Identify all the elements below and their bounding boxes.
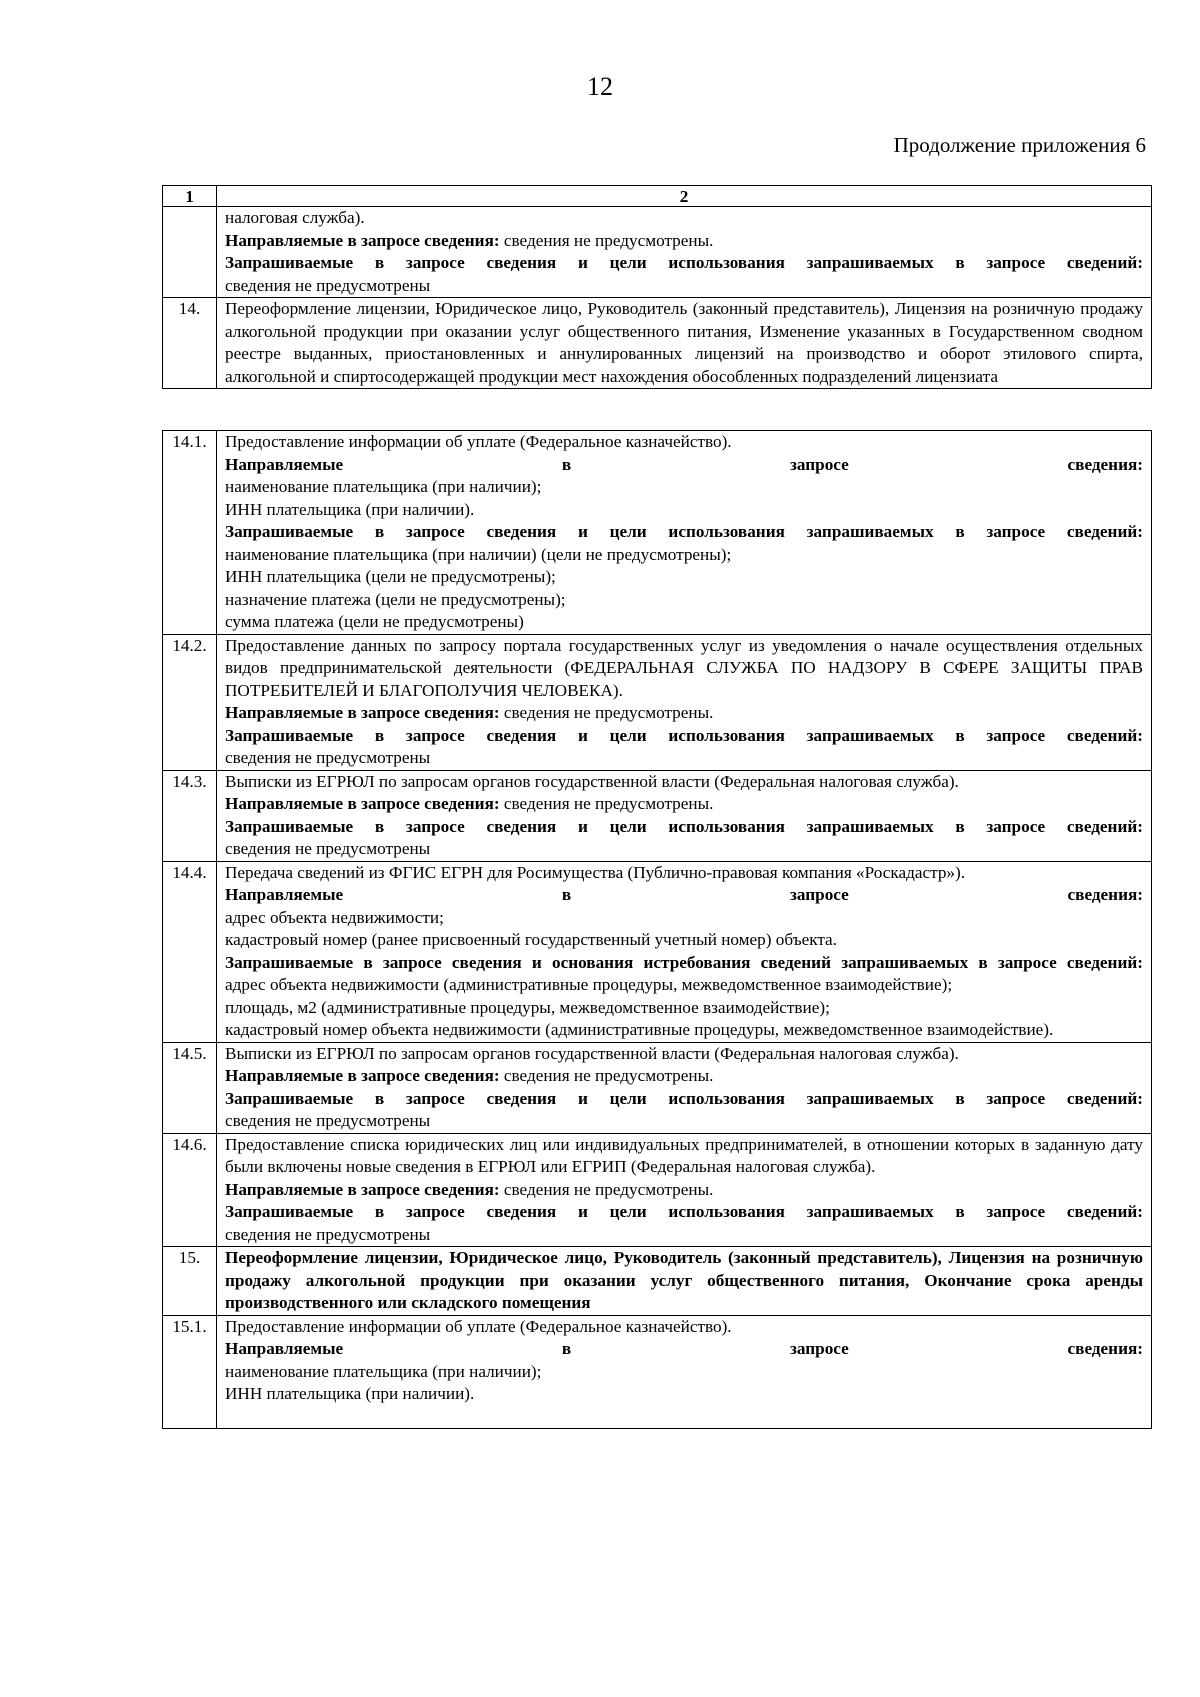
row-number: 15.: [163, 1247, 217, 1316]
content-line: [225, 1201, 1143, 1224]
line-text: Предоставление информации об уплате (Федеральное казначейство).: [225, 432, 732, 451]
row-bold-paragraph: Переоформление лицензии, Юридическое лицо, Руководитель (законный представитель), Лицензия на розничную продажу алкогольной продукции при оказании услуг общественного питания, Окончание срока аренды производственного или складского помещения: [225, 1248, 1143, 1312]
header-col-2: 2: [217, 186, 1152, 207]
content-line: [225, 862, 1143, 885]
row-paragraph: Предоставление списка юридических лиц или индивидуальных предпринимателей, в отношении которых в заданную дату были включены новые сведения в ЕГРЮЛ или ЕГРИП (Федеральная налоговая служба).: [225, 1134, 1143, 1176]
table-row: [163, 770, 1152, 861]
line-text: кадастровый номер (ранее присвоенный государственный учетный номер) объекта.: [225, 930, 837, 949]
bold-label: Направляемые в запросе сведения:: [225, 794, 500, 813]
row-content: [217, 1042, 1152, 1133]
row-content: [217, 1315, 1152, 1428]
content-line: [225, 1316, 1143, 1339]
content-line: [225, 1065, 1143, 1088]
content-line: [225, 1224, 1143, 1247]
line-text: кадастровый номер объекта недвижимости (административные процедуры, межведомственное взаимодействие).: [225, 1020, 1054, 1039]
line-text: адрес объекта недвижимости (административные процедуры, межведомственное взаимодействие);: [225, 975, 953, 994]
page-number: 12: [587, 72, 613, 101]
content-line: [225, 207, 1143, 230]
row-paragraph: Переоформление лицензии, Юридическое лицо, Руководитель (законный представитель), Лицензия на розничную продажу алкогольной продукции при оказании услуг общественного питания, Изменение указанных в Государственном сводном реестре выданных, приостановленных и аннулированных лицензий на производство и оборот этилового спирта, алкогольной и спиртосодержащей продукции мест нахождения обособленных подразделений лицензиата: [225, 299, 1143, 386]
bold-label: Запрашиваемые в запросе сведения и цели использования запрашиваемых в запросе сведений:: [225, 816, 1143, 836]
content-line: [225, 1110, 1143, 1133]
line-text: наименование плательщика (при наличии);: [225, 1361, 542, 1381]
line-text: сведения не предусмотрены: [225, 1224, 431, 1244]
header-col-1: 1: [163, 186, 217, 207]
content-line: [225, 952, 1143, 975]
line-text: сведения не предусмотрены.: [499, 230, 714, 250]
bold-label: Запрашиваемые в запросе сведения и цели использования запрашиваемых в запросе сведений:: [225, 253, 1143, 272]
table-row: [163, 1133, 1152, 1247]
content-line: [225, 454, 1143, 477]
continuation-label: Продолжение приложения 6: [893, 133, 1146, 157]
table-row: [163, 861, 1152, 1042]
row-number: 14.6.: [163, 1133, 217, 1247]
bold-label: Запрашиваемые в запросе сведения и цели использования запрашиваемых в запросе сведений:: [225, 522, 1143, 541]
content-line: [225, 1338, 1143, 1361]
row-content: [217, 1247, 1152, 1316]
content-line: [225, 884, 1143, 907]
content-line: [225, 929, 1143, 952]
content-line: [225, 771, 1143, 794]
content-line: [225, 974, 1143, 997]
content-line: [225, 702, 1143, 725]
bold-label: Направляемые в запросе сведения:: [225, 885, 1143, 904]
table-header-row: [163, 186, 1152, 207]
bold-label: Направляемые в запросе сведения:: [225, 230, 500, 250]
line-text: Предоставление информации об уплате (Федеральное казначейство).: [225, 1316, 732, 1336]
table-row: [163, 1247, 1152, 1316]
line-text: налоговая служба).: [225, 208, 365, 227]
table-top-body: [163, 207, 1152, 389]
line-text: Выписки из ЕГРЮЛ по запросам органов государственной власти (Федеральная налоговая служба).: [225, 771, 959, 791]
row-content: [217, 1133, 1152, 1247]
row-number: 15.1.: [163, 1315, 217, 1428]
line-text: назначение платежа (цели не предусмотрены);: [225, 589, 566, 609]
content-line: [225, 476, 1143, 499]
row-content: [217, 298, 1152, 389]
appendix-table-bottom: [162, 430, 1152, 1429]
row-number: 14.: [163, 298, 217, 389]
line-text: сведения не предусмотрены.: [499, 794, 714, 813]
content-line: [225, 230, 1143, 253]
line-text: наименование плательщика (при наличии) (цели не предусмотрены);: [225, 544, 732, 564]
content-line: [225, 431, 1143, 454]
line-text: сведения не предусмотрены: [225, 839, 431, 858]
content-line: [225, 1179, 1143, 1202]
bold-label: Направляемые в запросе сведения:: [225, 1339, 1143, 1358]
content-line: [225, 544, 1143, 567]
content-line: [225, 1043, 1143, 1066]
row-paragraph: Предоставление данных по запросу портала государственных услуг из уведомления о начале осуществления отдельных видов предпринимательской деятельности (ФЕДЕРАЛЬНАЯ СЛУЖБА ПО НАДЗОРУ В СФЕРЕ ЗАЩИТЫ ПРАВ ПОТРЕБИТЕЛЕЙ И БЛАГОПОЛУЧИЯ ЧЕЛОВЕКА).: [225, 635, 1143, 700]
line-text: сведения не предусмотрены: [225, 748, 431, 767]
line-text: сведения не предусмотрены: [225, 1111, 431, 1130]
line-text: ИНН плательщика (при наличии).: [225, 1384, 475, 1403]
bold-label: Направляемые в запросе сведения:: [225, 1066, 500, 1085]
row-number: 14.5.: [163, 1042, 217, 1133]
line-text: сведения не предусмотрены: [225, 275, 431, 295]
table-row: [163, 431, 1152, 635]
row-number: [163, 207, 217, 298]
bold-label: Направляемые в запросе сведения:: [225, 703, 500, 722]
row-content: [217, 634, 1152, 770]
line-text: Выписки из ЕГРЮЛ по запросам органов государственной власти (Федеральная налоговая служба).: [225, 1043, 959, 1063]
content-line: [225, 1383, 1143, 1406]
content-line: [225, 1361, 1143, 1384]
table-bottom-body: [163, 431, 1152, 1429]
content-line: [225, 907, 1143, 930]
row-number: 14.4.: [163, 861, 217, 1042]
table-row: [163, 298, 1152, 389]
content-line: [225, 521, 1143, 544]
content-line: [225, 747, 1143, 770]
line-text: адрес объекта недвижимости;: [225, 907, 444, 927]
line-text: сумма платежа (цели не предусмотрены): [225, 612, 524, 631]
line-text: площадь, м2 (административные процедуры, межведомственное взаимодействие);: [225, 997, 830, 1017]
content-line: [225, 1088, 1143, 1111]
table-row: [163, 207, 1152, 298]
content-line: [225, 997, 1143, 1020]
appendix-table-top: [162, 185, 1152, 389]
content-line: [225, 611, 1143, 634]
table-row: [163, 634, 1152, 770]
bold-label: Запрашиваемые в запросе сведения и цели использования запрашиваемых в запросе сведений:: [225, 1202, 1143, 1221]
line-text: наименование плательщика (при наличии);: [225, 477, 542, 496]
line-text: ИНН плательщика (цели не предусмотрены);: [225, 567, 556, 586]
table-row: [163, 1042, 1152, 1133]
bold-label: Запрашиваемые в запросе сведения и цели использования запрашиваемых в запросе сведений:: [225, 725, 1143, 745]
row-content: [217, 207, 1152, 298]
row-content: [217, 431, 1152, 635]
content-line: [225, 499, 1143, 522]
content-line: [225, 725, 1143, 748]
row-number: 14.3.: [163, 770, 217, 861]
content-line: [225, 816, 1143, 839]
line-text: ИНН плательщика (при наличии).: [225, 499, 475, 519]
line-text: сведения не предусмотрены.: [499, 1179, 714, 1199]
line-text: сведения не предусмотрены.: [499, 1066, 714, 1085]
row-number: 14.1.: [163, 431, 217, 635]
bold-label: Направляемые в запросе сведения:: [225, 1179, 500, 1199]
line-text: сведения не предусмотрены.: [499, 703, 714, 722]
table-row: [163, 1315, 1152, 1428]
bold-label: Запрашиваемые в запросе сведения и основания истребования сведений запрашиваемых в запросе сведений:: [225, 952, 1143, 972]
content-line: [225, 838, 1143, 861]
content-line: [225, 1019, 1143, 1042]
content-line: [225, 566, 1143, 589]
content-line: [225, 275, 1143, 298]
content-line: [225, 252, 1143, 275]
row-content: [217, 770, 1152, 861]
bold-label: Запрашиваемые в запросе сведения и цели использования запрашиваемых в запросе сведений:: [225, 1088, 1143, 1108]
content-line: [225, 589, 1143, 612]
row-content: [217, 861, 1152, 1042]
row-number: 14.2.: [163, 634, 217, 770]
bold-label: Направляемые в запросе сведения:: [225, 454, 1143, 474]
line-text: Передача сведений из ФГИС ЕГРН для Росимущества (Публично-правовая компания «Роскадастр»).: [225, 862, 966, 882]
content-line: [225, 793, 1143, 816]
